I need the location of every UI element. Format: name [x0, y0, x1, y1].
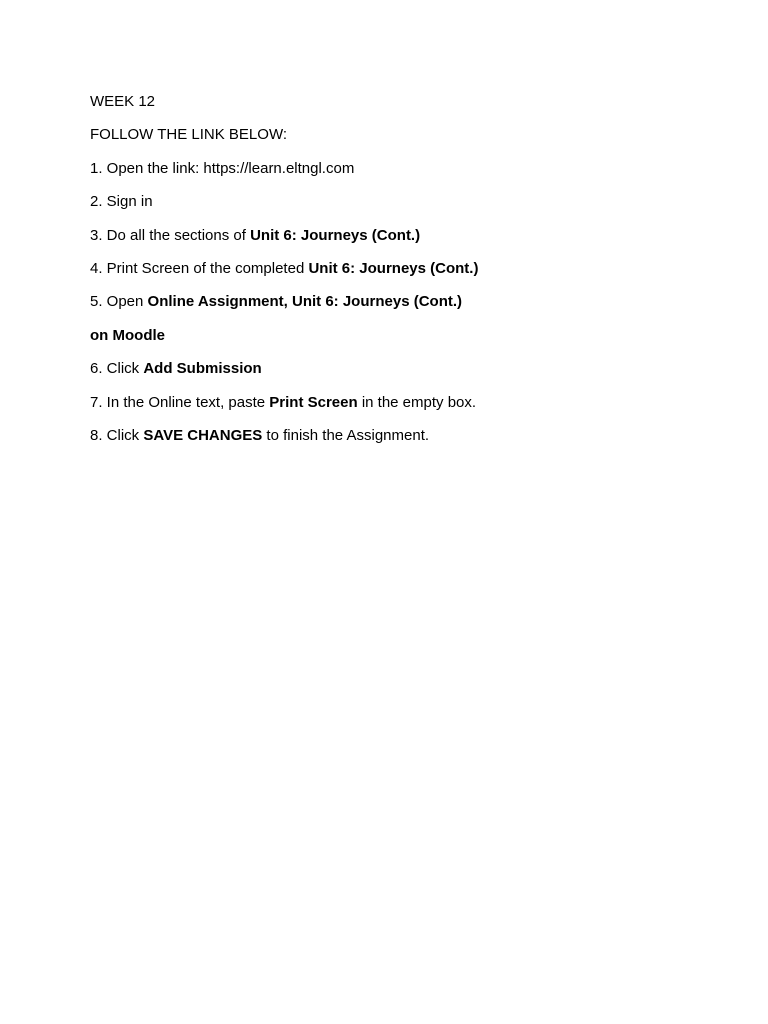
step-7-suffix: in the empty box.: [357, 393, 477, 411]
step-3-text: 3. Do all the sections of: [90, 226, 251, 244]
step-4-emphasis: Unit 6: Journeys (Cont.): [308, 259, 479, 277]
step-6-text: 6. Click: [90, 360, 144, 378]
step-8-suffix: to finish the Assignment.: [262, 426, 430, 444]
intro-text: FOLLOW THE LINK BELOW:: [90, 126, 287, 144]
step-8-emphasis: SAVE CHANGES: [143, 426, 263, 444]
step-7-emphasis: Print Screen: [269, 393, 358, 411]
step-8-text: 8. Click: [90, 426, 144, 444]
step-7: [90, 394, 710, 412]
step-5-continuation: [90, 327, 710, 345]
step-5: [90, 293, 710, 311]
step-7-text: 7. In the Online text, paste: [90, 393, 270, 411]
step-6-emphasis: Add Submission: [143, 360, 262, 378]
step-1-text: 1. Open the link: https://learn.eltngl.com: [90, 159, 355, 177]
step-3-emphasis: Unit 6: Journeys (Cont.): [250, 226, 421, 244]
step-1: [90, 160, 710, 178]
step-5-emphasis: Online Assignment, Unit 6: Journeys (Cont.): [147, 293, 463, 311]
week-title: WEEK 12: [90, 93, 156, 110]
step-5-continuation-emphasis: on Moodle: [90, 326, 165, 344]
step-8: [90, 427, 710, 445]
step-4: [90, 260, 710, 278]
step-6: [90, 360, 710, 378]
document-body: [90, 93, 710, 460]
step-3: [90, 227, 710, 245]
step-2: [90, 193, 710, 211]
step-4-text: 4. Print Screen of the completed: [90, 259, 309, 277]
step-5-text: 5. Open: [90, 293, 148, 311]
step-2-text: 2. Sign in: [90, 193, 153, 211]
